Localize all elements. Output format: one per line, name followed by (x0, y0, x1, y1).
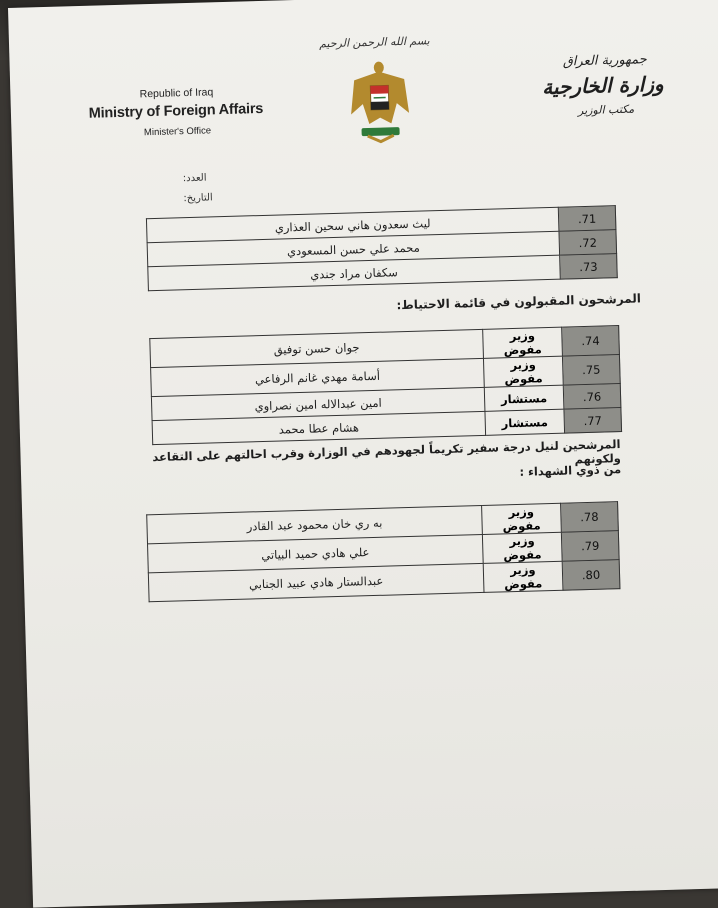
row-number: .78 (561, 502, 619, 533)
candidate-name: محمد علي حسن المسعودي (147, 231, 560, 266)
reserve-candidates-table (149, 325, 622, 445)
candidate-name: امين عبدالاله امين نصراوي (151, 387, 485, 420)
row-number: .76 (563, 384, 621, 410)
basmala: بسم الله الرحمن الرحيم (318, 34, 430, 51)
candidate-rank: وزير مفوض (483, 327, 563, 358)
row-number: .71 (558, 206, 616, 232)
row-number: .74 (562, 326, 620, 357)
candidate-name: سكفان مراد جندي (148, 255, 561, 290)
candidate-name: علي هادي حميد البياتي (148, 534, 484, 572)
candidate-rank: مستشار (485, 409, 565, 435)
candidate-rank: مستشار (484, 385, 564, 411)
date-label: التاريخ: (183, 192, 213, 205)
iraq-eagle-emblem-icon (348, 57, 412, 145)
candidate-name: أسامة مهدي غانم الرفاعي (151, 358, 485, 396)
republic-en: Republic of Iraq (139, 86, 214, 101)
ambassador-heading-line2: من ذوي الشهداء : (519, 462, 622, 479)
office-ar: مكتب الوزير (577, 102, 635, 118)
ambassador-heading: المرشحين لنيل درجة سفير تكريماً لجهودهم في الوزارة وقرب احالتهم على التقاعد ولكونهم (152, 437, 622, 467)
reference-label: العدد: (182, 172, 207, 185)
candidates-table-1 (146, 205, 618, 291)
candidate-name: به ري خان محمود عبد القادر (147, 505, 483, 543)
row-number: .77 (564, 408, 622, 434)
candidate-rank: وزير مفوض (482, 532, 562, 563)
ambassador-candidates-table (146, 501, 620, 602)
row-number: .80 (562, 560, 620, 591)
candidate-rank: وزير مفوض (482, 503, 562, 534)
document-page (8, 0, 718, 908)
candidate-name: عبدالستار هادي عبيد الجنابي (148, 563, 484, 601)
republic-ar: جمهورية العراق (562, 52, 647, 70)
candidate-name: جوان حسن توفيق (150, 329, 484, 367)
candidate-rank: وزير مفوض (483, 356, 563, 387)
row-number: .73 (560, 254, 618, 280)
row-number: .79 (561, 531, 619, 562)
ministry-ar: وزارة الخارجية (541, 71, 664, 100)
candidate-name: ليث سعدون هاني سحين العذاري (146, 207, 559, 242)
candidate-rank: وزير مفوض (483, 561, 563, 592)
ministry-en: Ministry of Foreign Affairs (88, 100, 264, 122)
row-number: .75 (562, 355, 620, 386)
office-en: Minister's Office (143, 125, 212, 139)
row-number: .72 (559, 230, 617, 256)
reserve-list-heading: المرشحون المقبولون في قائمة الاحتياط: (396, 291, 642, 313)
candidate-name: هشام عطا محمد (152, 411, 486, 444)
